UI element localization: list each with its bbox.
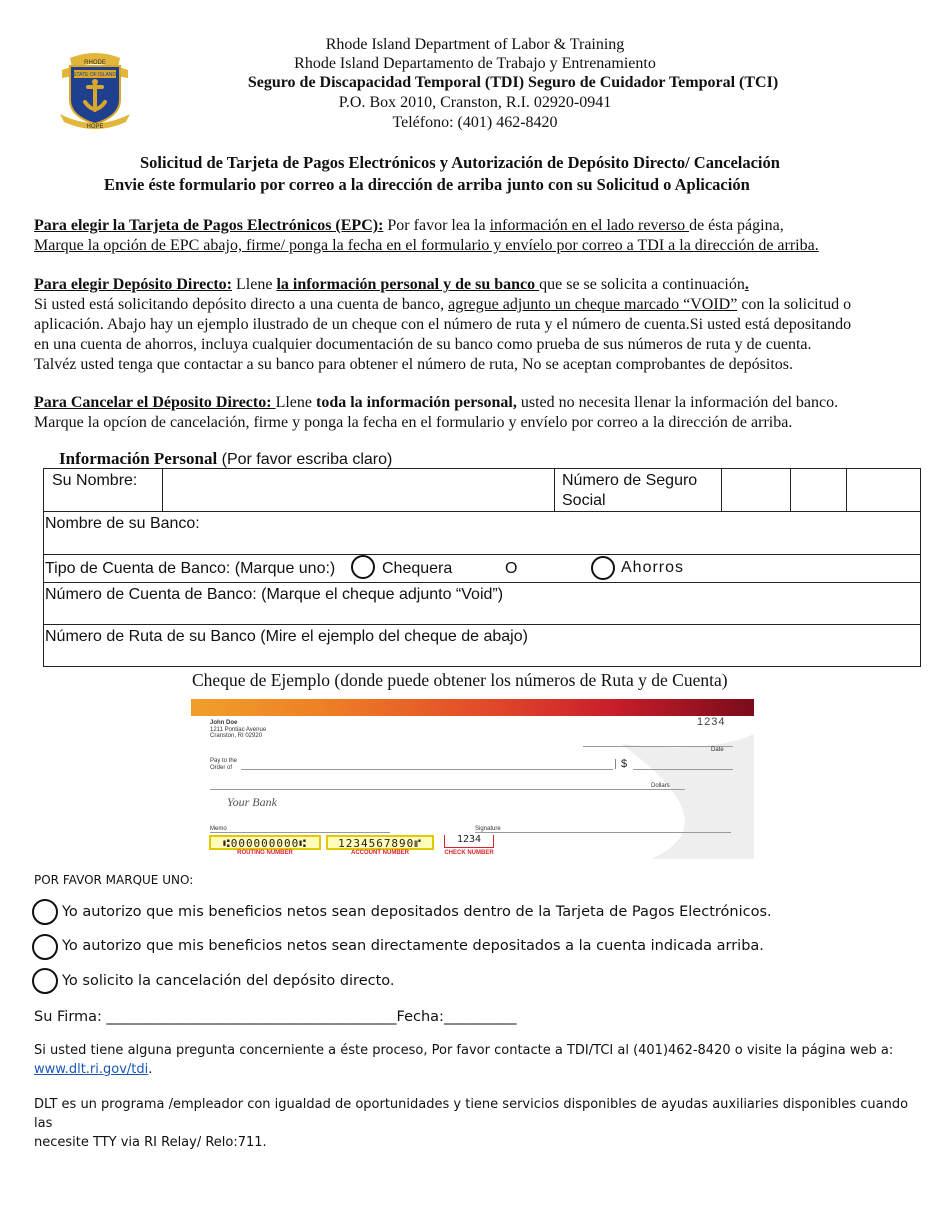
check-payto-1: Pay to the [210,758,238,764]
account-number-field[interactable] [44,605,920,623]
check-number: 1234 [697,716,726,728]
deposit-option-radio[interactable] [32,934,58,960]
epc-label: Para elegir la Tarjeta de Pagos Electrónicos (EPC): [34,217,384,234]
header-dept-en: Rhode Island Department of Labor & Training [325,36,625,53]
routing-number-label: Número de Ruta de su Banco (Mire el ejemplo del cheque de abajo) [45,628,528,645]
date-label: Fecha: [396,1009,444,1025]
routing-number-caption: ROUTING NUMBER [237,850,293,856]
dlt-notice: DLT es un programa /empleador con igualdad de oportunidades y tiene servicios disponibles de ayudas auxiliaries disponibles cuando las necesite TTY via RI Relay/ Relo:711. [34,1097,909,1150]
check-color-band [191,699,754,716]
ssn-field-part3[interactable] [848,470,920,510]
contact-info: Si usted tiene alguna pregunta concerniente a éste proceso, Por favor contacte a TDI/TCI al (401)462-8420 o visite la página web a: www.dlt.ri.gov/tdi. [34,1043,894,1077]
personal-info-heading: Información Personal (Por favor escriba claro) [59,449,393,468]
options-heading: POR FAVOR MARQUE UNO: [34,873,194,887]
routing-number-field[interactable] [44,647,920,666]
svg-text:HOPE: HOPE [86,124,104,130]
form-subtitle: Envie éste formulario por correo a la dirección de arriba junto con su Solicitud o Aplicación [104,175,750,194]
signature-label: Su Firma: [34,1009,107,1025]
check-dollar-sign: $ [621,758,628,770]
account-number-caption: ACCOUNT NUMBER [351,850,409,856]
epc-option-radio[interactable] [32,899,58,925]
or-label: O [505,560,518,577]
header-program: Seguro de Discapacidad Temporal (TDI) Seguro de Cuidador Temporal (TCI) [247,74,779,91]
checking-label: Chequera [382,560,453,577]
check-owner-address2: Cranston, RI 02920 [210,733,263,739]
cancel-option-radio[interactable] [32,968,58,994]
ssn-field-part2[interactable] [792,470,845,510]
check-dollars-label: Dollars [651,783,670,789]
check-payto-2: Order of [210,765,233,771]
account-number-box: 1234567890⑈ [326,835,434,850]
deposit-instructions: Para elegir Depósito Directo: Llene la información personal y de su banco que se se solicita a continuación. Si usted está solicitando depósito directo a una cuenta de banco, agregue adjunto un cheque marcado “VOID” con la solicitud o aplicación. Abajo hay un ejemplo ilustrado de un cheque con el número de ruta y el número de cuenta.Si usted está depositando en una cuenta de ahorros, incluya cualquier documentación de su banco como prueba de sus números de ruta y de cuenta. Talvéz usted tenga que contactar a su banco para obtener el número de ruta, No se aceptan comprobantes de depósitos. [34,276,852,373]
check-memo-label: Memo [210,826,227,832]
check-watermark [611,734,754,859]
tdi-website-link[interactable]: www.dlt.ri.gov/tdi [34,1062,149,1077]
check-owner-address1: 1211 Pontiac Avenue [210,727,267,733]
check-number-box: 1234 [444,835,494,848]
name-field[interactable] [164,470,552,510]
check-bank-name: Your Bank [227,795,277,809]
header-dept-es: Rhode Island Departamento de Trabajo y Entrenamiento [294,55,656,72]
savings-radio[interactable] [591,556,615,580]
deposit-label: Para elegir Depósito Directo: [34,276,233,293]
account-type-label: Tipo de Cuenta de Banco: (Marque uno:) [45,560,336,577]
routing-number-box: ⑆000000000⑆ [209,835,321,850]
epc-instructions: Para elegir la Tarjeta de Pagos Electrónicos (EPC): Por favor lea la información en el lado reverso de ésta página, Marque la opción de EPC abajo, firme/ ponga la fecha en el formulario y envíelo por correo a TDI a la dirección de arriba. [34,217,819,254]
personal-info-table [43,468,921,667]
ssn-field-part1[interactable] [723,470,789,510]
epc-option-label: Yo autorizo que mis beneficios netos sean depositados dentro de la Tarjeta de Pagos Electrónicos. [62,904,772,920]
check-signature-label: Signature [475,826,501,832]
bank-name-label: Nombre de su Banco: [45,515,200,532]
header-address: P.O. Box 2010, Cranston, R.I. 02920-0941 [338,94,612,111]
cancel-instructions: Para Cancelar el Déposito Directo: Llene toda la información personal, usted no necesita llenar la información del banco. Marque la opcíon de cancelación, firme y ponga la fecha en el formulario y envíelo por correo a la dirección de arriba. [34,394,839,431]
date-field[interactable]: __________ [443,1009,517,1025]
form-title: Solicitud de Tarjeta de Pagos Electrónicos y Autorización de Depósito Directo/ Cancelación [140,153,780,172]
cancel-label: Para Cancelar el Déposito Directo: [34,394,276,411]
name-label: Su Nombre: [52,472,138,489]
signature-field[interactable]: ________________________________________ [106,1009,397,1025]
checking-radio[interactable] [351,555,375,579]
signature-row [34,1008,516,1026]
svg-text:ISLAND: ISLAND [97,72,117,78]
svg-text:STATE OF: STATE OF [73,72,97,78]
svg-text:RHODE: RHODE [84,60,106,66]
header-phone: Teléfono: (401) 462-8420 [392,114,558,131]
sample-check-caption: Cheque de Ejemplo (donde puede obtener los números de Ruta y de Cuenta) [192,670,728,690]
deposit-option-label: Yo autorizo que mis beneficios netos sean directamente depositados a la cuenta indicada arriba. [62,938,764,954]
bank-name-field[interactable] [244,512,920,553]
ssn-label: Número de Seguro Social [562,472,698,509]
check-number-caption: CHECK NUMBER [444,850,494,856]
cancel-option-label: Yo solicito la cancelación del depósito directo. [62,973,395,989]
sample-check-image [191,699,754,859]
savings-label: Ahorros [621,559,685,576]
check-owner-name: John Doe [210,720,238,726]
check-date-label: Date [711,747,724,753]
account-number-label: Número de Cuenta de Banco: (Marque el cheque adjunto “Void”) [45,586,504,603]
